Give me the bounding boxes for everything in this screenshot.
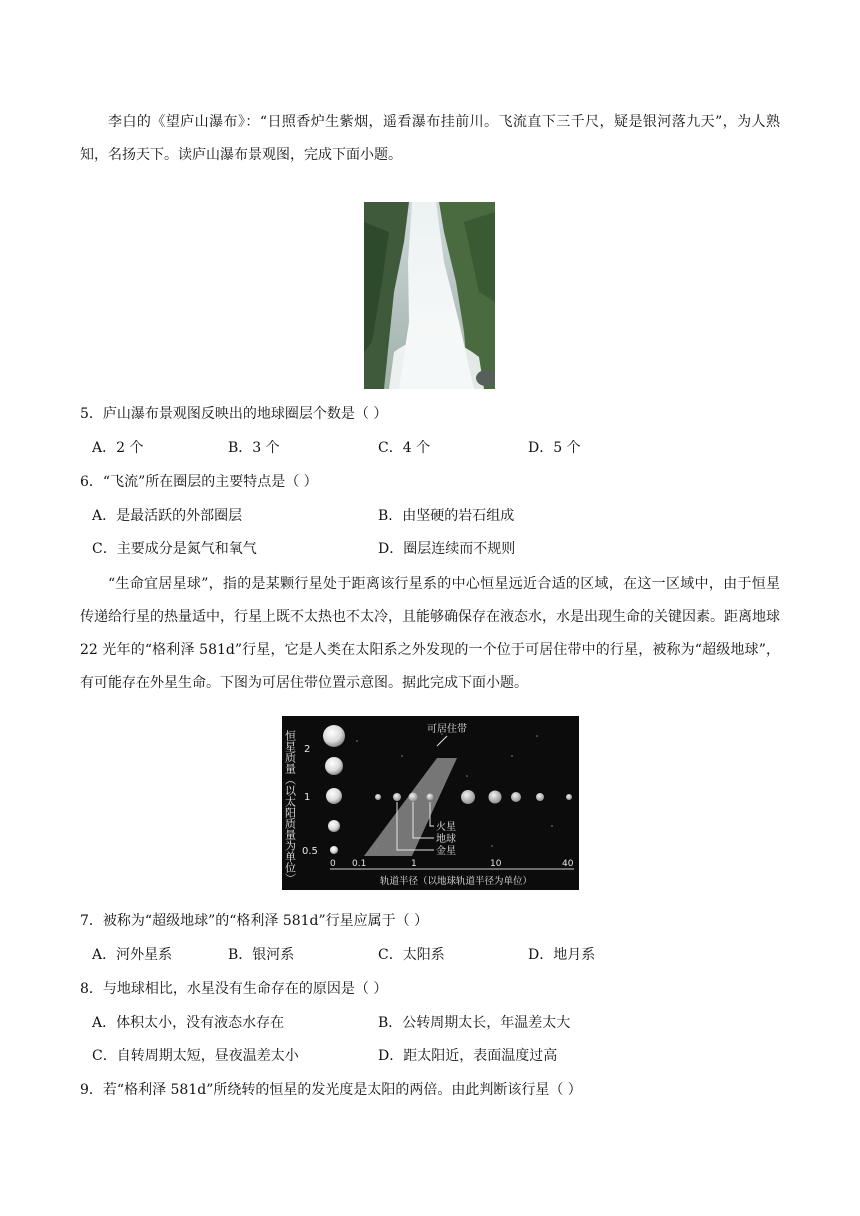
planet-marker — [489, 791, 502, 804]
x-tick-0: 0 — [330, 859, 336, 869]
intro-paragraph-habitable-zone: “生命宜居星球”，指的是某颗行星处于距离该行星系的中心恒星远近合适的区域，在这一区域中，由于恒星传递给行星的热量适中，行星上既不太热也不太冷，且能够确保存在液态水，水是出现生命的关键因素。距离地球 22 光年的“格利泽 581d”行星，它是人类在太阳系之外发现的一个位于可居住带中的行星，被称为“超级地球”，有可能存在外星生命。下图为可居住带位置示意图。据此完成下面小题。 — [80, 576, 780, 691]
question-9-stem: 9．若“格利泽 581d”所绕转的恒星的发光度是太阳的两倍。由此判断该行星（ ） — [80, 1082, 582, 1098]
question-8-option-d: D．距太阳近，表面温度过高 — [378, 1048, 558, 1064]
intro-paragraph-waterfall: 李白的《望庐山瀑布》：“日照香炉生紫烟，遥看瀑布挂前川。飞流直下三千尺，疑是银河落九天”，为人熟知，名扬天下。读庐山瀑布景观图，完成下面小题。 — [80, 114, 780, 163]
question-6-option-b: B．由坚硬的岩石组成 — [378, 508, 515, 524]
planet-marker — [393, 793, 401, 801]
question-8-option-c: C．自转周期太短，昼夜温差太小 — [92, 1048, 299, 1064]
y-tick-1: 1 — [304, 792, 311, 803]
x-tick-40: 40 — [562, 859, 574, 869]
question-8-stem: 8．与地球相比，水星没有生命存在的原因是（ ） — [80, 981, 388, 997]
question-5-stem: 5．庐山瀑布景观图反映出的地球圈层个数是（ ） — [80, 406, 388, 422]
planet-marker — [566, 794, 572, 800]
planet-marker — [536, 793, 544, 801]
x-axis-label: 轨道半径（以地球轨道半径为单位） — [380, 876, 533, 887]
question-5-option-c: C．4 个 — [378, 440, 431, 456]
habitable-zone-figure — [282, 716, 579, 890]
y-axis-label: 恒星质量（以太阳质量为单位） — [283, 730, 297, 884]
planet-label-venus: 金星 — [436, 846, 456, 857]
question-7-option-b: B．银河系 — [228, 947, 295, 963]
planet-label-earth: 地球 — [436, 834, 456, 845]
question-8-option-a: A．体积太小，没有液态水存在 — [92, 1015, 285, 1031]
y-tick-2: 2 — [304, 744, 311, 755]
question-6-option-a: A．是最活跃的外部圈层 — [92, 508, 243, 524]
question-5-option-b: B．3 个 — [228, 440, 280, 456]
question-6-option-c: C．主要成分是氮气和氧气 — [92, 541, 257, 557]
planet-marker — [511, 792, 521, 802]
planet-marker — [461, 790, 475, 804]
question-7-option-d: D．地月系 — [528, 947, 596, 963]
planet-marker — [375, 794, 381, 800]
question-5-option-d: D．5 个 — [528, 440, 581, 456]
question-7-stem: 7．被称为“超级地球”的“格利泽 581d”行星应属于（ ） — [80, 913, 429, 929]
planet-marker — [427, 794, 434, 801]
question-5-option-a: A．2 个 — [92, 440, 144, 456]
star-marker — [323, 725, 345, 747]
star-marker — [328, 820, 340, 832]
y-tick-0-5: 0.5 — [302, 846, 318, 857]
question-6-stem: 6．“飞流”所在圈层的主要特点是（ ） — [80, 474, 318, 490]
x-tick-0-1: 0.1 — [352, 859, 367, 869]
question-6-option-d: D．圈层连续而不规则 — [378, 541, 516, 557]
planet-label-mars: 火星 — [436, 822, 456, 833]
star-marker — [326, 788, 342, 804]
question-8-option-b: B．公转周期太长，年温差太大 — [378, 1015, 571, 1031]
star-marker — [325, 757, 343, 775]
x-tick-10: 10 — [490, 859, 502, 869]
x-tick-1: 1 — [411, 859, 417, 869]
question-7-option-c: C．太阳系 — [378, 947, 445, 963]
waterfall-photo — [364, 202, 495, 389]
star-marker — [330, 846, 338, 854]
habitable-zone-label: 可居住带 — [427, 724, 467, 735]
planet-marker — [409, 793, 418, 802]
question-7-option-a: A．河外星系 — [92, 947, 173, 963]
